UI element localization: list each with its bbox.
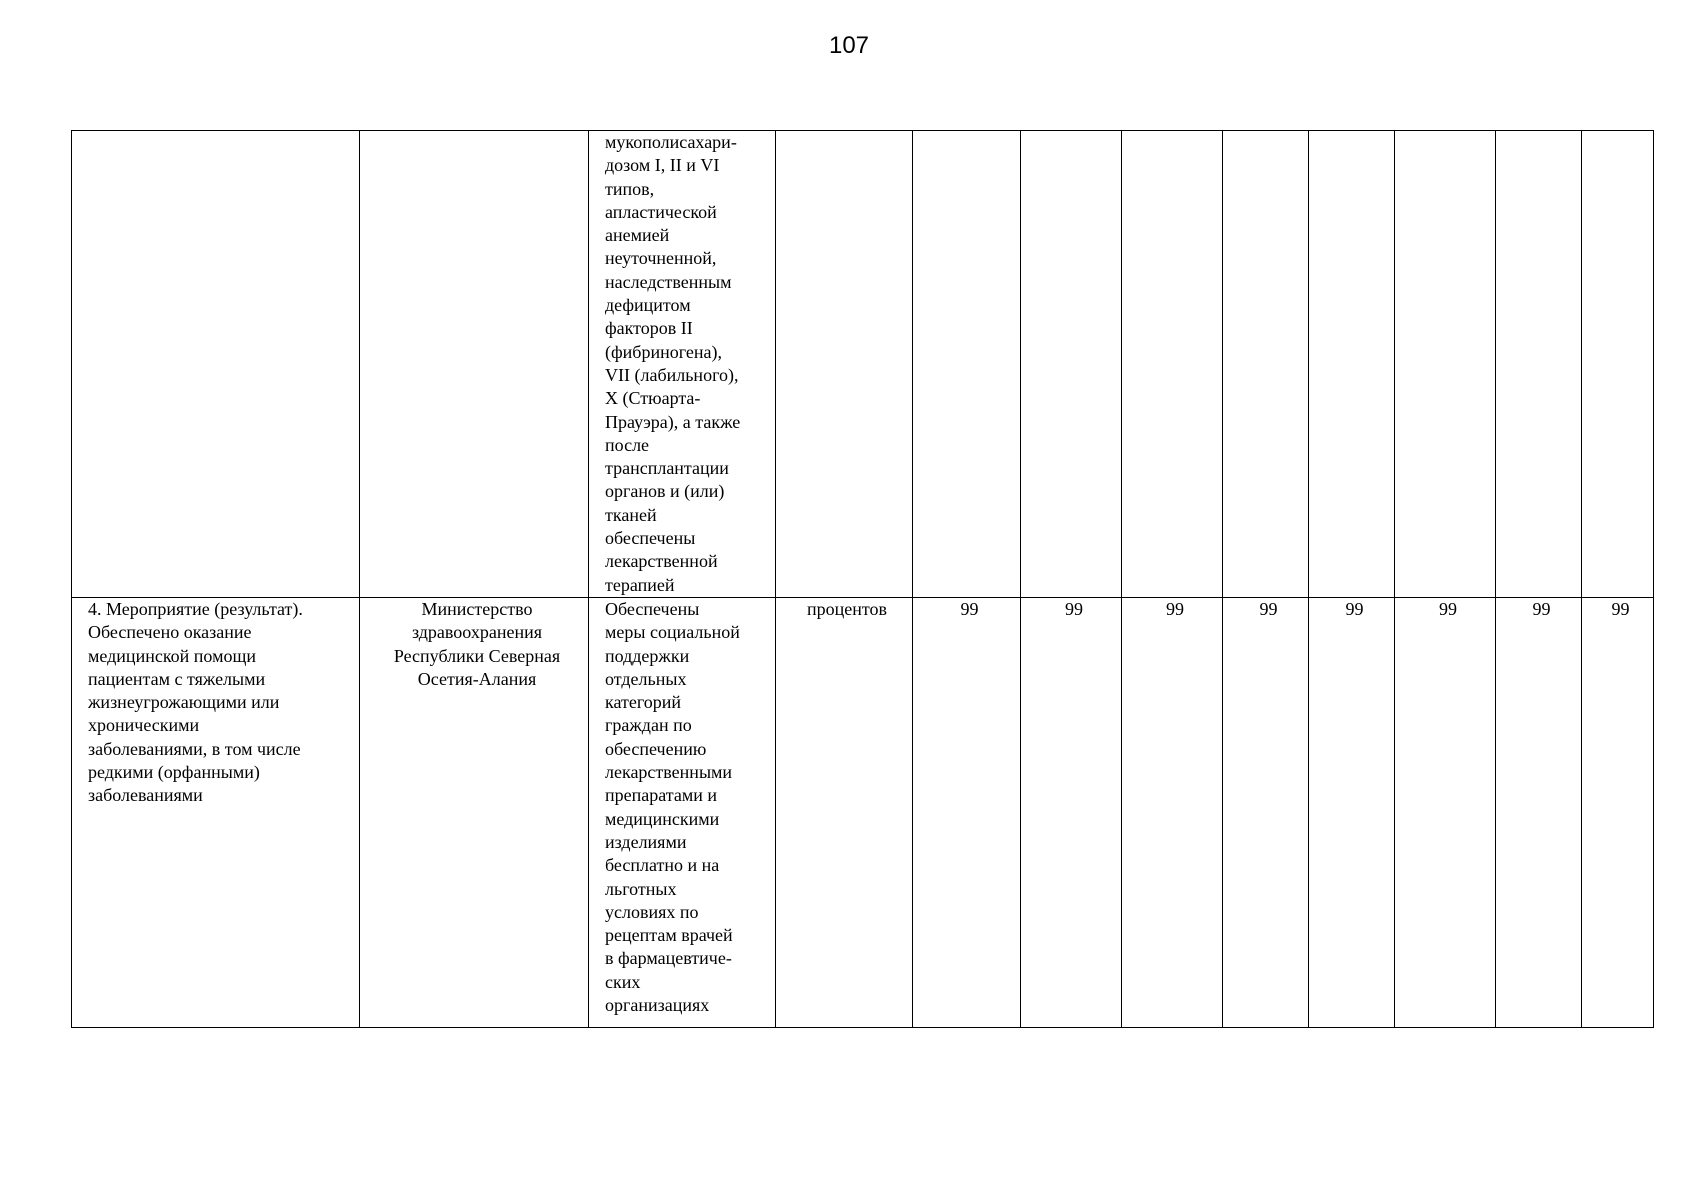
measure-cell: 4. Мероприятие (результат). Обеспечено оказание медицинской помощи пациентам с тяжелыми жизнеугрожающими или хроническими заболеваниями, в том числе редкими (орфанными) заболеваниями xyxy=(72,597,360,1027)
value-cell-empty xyxy=(913,131,1021,598)
value-cell-empty xyxy=(1582,131,1654,598)
value-cell: 99 xyxy=(1122,597,1223,1027)
measure-cell-empty xyxy=(72,131,360,598)
value-cell: 99 xyxy=(1496,597,1582,1027)
unit-cell: процентов xyxy=(776,597,913,1027)
value-cell-empty xyxy=(1395,131,1496,598)
result-description-cell: мукополисахари- дозом I, II и VI типов, апластической анемией неуточненной, наследственным дефицитом факторов II (фибриногена), VII (лабильного), X (Стюарта- Прауэра), а также после трансплантации органов и (или) тканей обеспечены лекарственной терапией xyxy=(589,131,776,598)
value-cell: 99 xyxy=(1021,597,1122,1027)
value-cell-empty xyxy=(1496,131,1582,598)
indicators-table xyxy=(71,130,1654,1028)
responsible-cell-empty xyxy=(360,131,589,598)
value-cell-empty xyxy=(1223,131,1309,598)
unit-cell-empty xyxy=(776,131,913,598)
value-cell: 99 xyxy=(913,597,1021,1027)
responsible-cell: Министерство здравоохранения Республики Северная Осетия-Алания xyxy=(360,597,589,1027)
table-row-item-4 xyxy=(72,597,1654,1027)
value-cell-empty xyxy=(1122,131,1223,598)
value-cell-empty xyxy=(1309,131,1395,598)
value-cell-empty xyxy=(1021,131,1122,598)
value-cell: 99 xyxy=(1223,597,1309,1027)
table-row-continuation xyxy=(72,131,1654,598)
value-cell: 99 xyxy=(1309,597,1395,1027)
value-cell: 99 xyxy=(1395,597,1496,1027)
result-description-cell: Обеспечены меры социальной поддержки отдельных категорий граждан по обеспечению лекарственными препаратами и медицинскими изделиями бесплатно и на льготных условиях по рецептам врачей в фармацевтиче- ских организациях xyxy=(589,597,776,1027)
value-cell: 99 xyxy=(1582,597,1654,1027)
page-number: 107 xyxy=(828,32,870,59)
